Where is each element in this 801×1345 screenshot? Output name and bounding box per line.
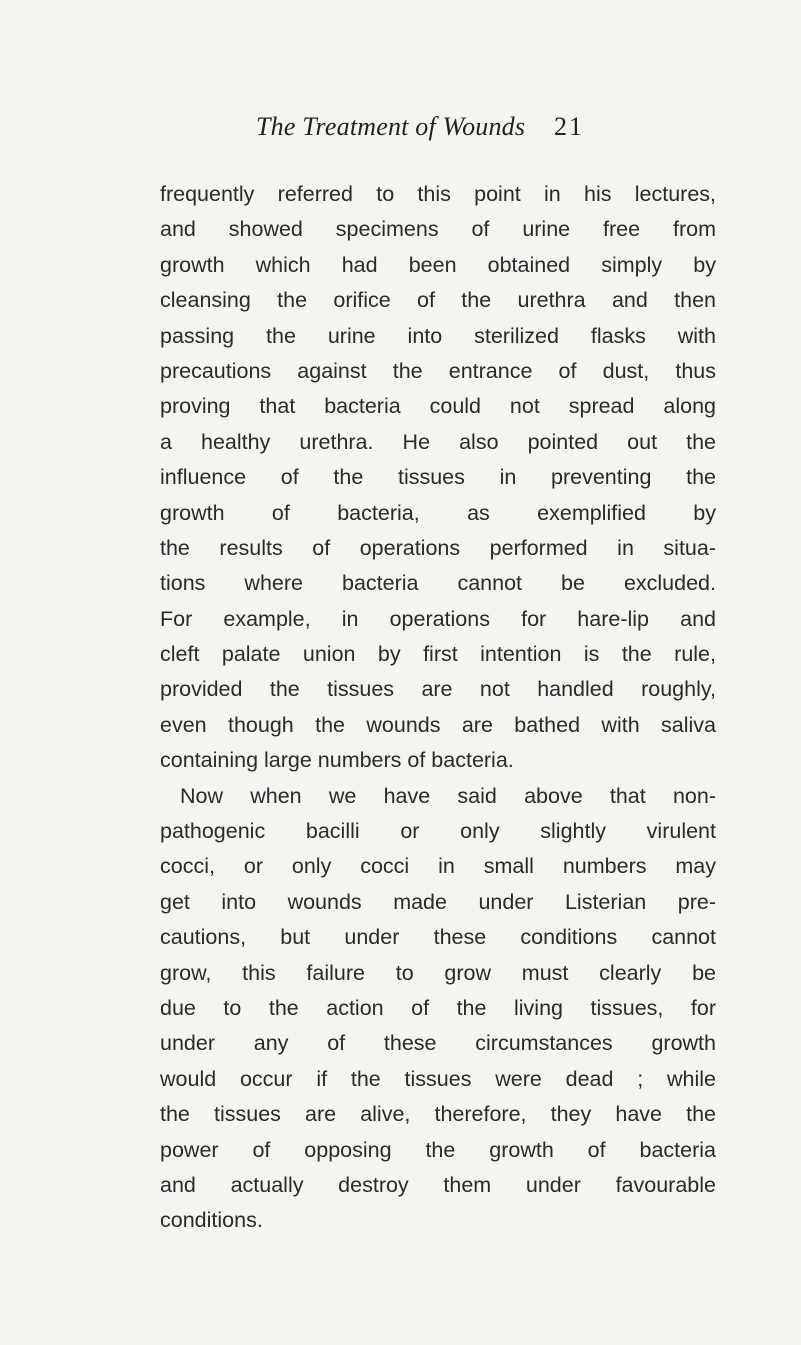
text-line: power of opposing the growth of bacteria [160, 1137, 716, 1162]
text-line: cleansing the orifice of the urethra and then [160, 288, 716, 313]
text-line: get into wounds made under Listerian pre- [160, 889, 716, 914]
paragraph [160, 177, 716, 779]
text-line: even though the wounds are bathed with saliva [160, 712, 716, 737]
text-line: cleft palate union by first intention is the rule, [160, 642, 716, 667]
text-line: conditions. [160, 1208, 263, 1233]
paragraph [160, 779, 716, 1239]
text-line: containing large numbers of bacteria. [160, 748, 514, 773]
text-line: Now when we have said above that non- [180, 783, 716, 808]
text-line: cautions, but under these conditions cannot [160, 925, 716, 950]
text-line: frequently referred to this point in his lectures, [160, 182, 716, 206]
text-line: influence of the tissues in preventing the [160, 465, 716, 490]
text-line: grow, this failure to grow must clearly be [160, 960, 716, 985]
running-title: The Treatment of Wounds [256, 112, 526, 141]
text-line: growth of bacteria, as exemplified by [160, 500, 716, 525]
page-number: 21 [554, 112, 584, 141]
text-line: under any of these circumstances growth [160, 1031, 716, 1056]
text-line: For example, in operations for hare-lip and [160, 606, 716, 631]
text-line: would occur if the tissues were dead ; while [160, 1066, 716, 1091]
body-text [160, 177, 716, 1239]
text-line: pathogenic bacilli or only slightly virulent [160, 819, 716, 844]
text-line: the tissues are alive, therefore, they have the [160, 1102, 716, 1127]
text-line: and showed specimens of urine free from [160, 217, 716, 242]
text-line: and actually destroy them under favourable [160, 1172, 716, 1197]
text-line: tions where bacteria cannot be excluded. [160, 571, 716, 596]
text-line: proving that bacteria could not spread along [160, 394, 716, 419]
text-line: precautions against the entrance of dust, thus [160, 358, 716, 383]
text-line: a healthy urethra. He also pointed out the [160, 429, 716, 454]
text-line: passing the urine into sterilized flasks with [160, 323, 716, 348]
text-line: cocci, or only cocci in small numbers may [160, 854, 716, 879]
text-line: due to the action of the living tissues, for [160, 995, 716, 1020]
running-header [256, 112, 584, 152]
text-line: growth which had been obtained simply by [160, 252, 716, 277]
text-line: provided the tissues are not handled roughly, [160, 677, 716, 702]
text-line: the results of operations performed in situa- [160, 535, 716, 560]
